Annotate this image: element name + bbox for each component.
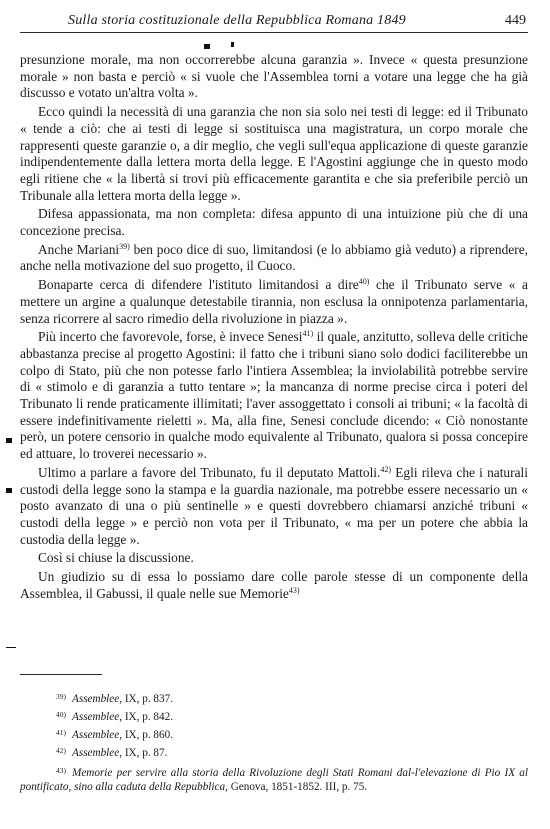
footnote-number: 42) — [56, 746, 66, 755]
running-title: Sulla storia costituzionale della Repubblica Romana 1849 — [68, 13, 406, 28]
footnote-ref: 40) — [358, 277, 370, 287]
footnote-number: 41) — [56, 728, 66, 737]
footnote-ref-text: IX, p. 87. — [124, 747, 168, 759]
footnote — [20, 764, 528, 794]
paragraph-text: Egli rileva che i naturali custodi della legge sono la stampa e la guardia nazionale, ma potrebbe essere necessario un « posto avanzato di una o più sentinelle » e questi dovrebbero chiamarsi anziché tribuni « custodi della legge » e perciò non vota per il Tribunato, « ma per un potere che abbia la custodia della legge ». — [20, 464, 528, 547]
paragraph — [20, 569, 528, 602]
footnote-ref: 42) — [380, 464, 392, 474]
paragraph — [20, 277, 528, 327]
footnote-work: Assemblee, — [72, 747, 123, 759]
paragraph: presunzione morale, ma non occorrerebbe alcuna garanzia ». Invece « questa presunzione morale » non basta e perciò « si vuole che l'Assemblea torni a votare una legge che ha già discusso e votato un'altra volta ». — [20, 52, 528, 101]
paragraph: Difesa appassionata, ma non completa: difesa appunto di una intuizione più che di una concezione precisa. — [20, 206, 528, 239]
margin-mark — [6, 488, 12, 493]
paragraph-text: Più incerto che favorevole, forse, è invece Senesi — [38, 329, 303, 345]
footnote — [20, 725, 528, 743]
paragraph — [20, 329, 528, 463]
paragraph-text: Anche Mariani — [38, 241, 120, 257]
footnote-work: Assemblee, — [72, 729, 123, 741]
paragraph — [20, 242, 528, 275]
footnote-ref-text: IX, p. 842. — [124, 711, 173, 723]
page-number: 449 — [505, 13, 526, 28]
paragraph-text: ben poco dice di suo, limitandosi (e lo abbiamo già veduto) a riprendere, anche nella motivazione del suo progetto, il Cuoco. — [20, 241, 528, 274]
footnote-work: Assemblee, — [72, 711, 123, 723]
footnote-ref: 41) — [302, 329, 314, 339]
body-text — [20, 52, 528, 603]
paragraph-text: Bonaparte cerca di difendere l'istituto limitandosi a dire — [38, 277, 359, 293]
footnote — [20, 689, 528, 707]
footnote-number: 39) — [56, 692, 66, 701]
footnote-work: Memorie per servire alla storia della Rivoluzione degli Stati Romani dal-l'elevazione di Pio IX al pontificato, sino alla caduta della Repubblica, — [20, 767, 528, 793]
paragraph: Ecco quindi la necessità di una garanzia che non sia solo nei testi di legge: ed il Tribunato « tende a ciò: che ai testi di legge si sostituisca una magistratura, un corpo morale che rappresenti queste garanzie o, a dir meglio, che vegli sull'equa applicazione di queste garanzie indipendentemente dalla lettera morta della legge. E l'Agostini aggiunge che in questo modo egli ritiene che « la libertà si trovi più efficacemente garantita e che sia preferibile perciò un Tribunale alla lettera morta della legge ». — [20, 104, 528, 203]
footnote-divider — [20, 674, 102, 675]
ink-mark — [231, 42, 234, 47]
footnote-ref-text: IX, p. 837. — [124, 693, 173, 705]
footnote-ref: 43) — [288, 585, 300, 595]
page-header — [20, 8, 528, 33]
footnotes — [20, 689, 528, 794]
paragraph — [20, 465, 528, 549]
footnote — [20, 707, 528, 725]
footnote-ref-text: IX, p. 860. — [124, 729, 173, 741]
footnote-number: 43) — [56, 766, 66, 775]
footnote-work: Assemblee, — [72, 693, 123, 705]
footnote-ref: 39) — [119, 241, 130, 251]
paragraph-text: Ultimo a parlare a favore del Tribunato, fu il deputato Mattoli. — [38, 464, 381, 480]
margin-mark — [6, 438, 12, 443]
footnote-ref-text: Genova, 1851-1852. III, p. 75. — [230, 781, 368, 793]
paragraph-text: Un giudizio su di essa lo possiamo dare colle parole stesse di un componente della Assemblea, il Gabussi, il quale nelle sue Memorie — [20, 569, 528, 601]
ink-mark — [204, 44, 210, 49]
paragraph: Così si chiuse la discussione. — [38, 550, 194, 566]
paragraph-text: che il Tribunato serve « a mettere un argine a qualunque detestabile tirannia, non esclusa la onnipotenza parlamentaria, senza ricorrere al sacro rimedio della rivoluzione in piazza ». — [20, 277, 528, 326]
margin-mark — [6, 647, 16, 648]
footnote-number: 40) — [56, 710, 66, 719]
paragraph-text: il quale, anzitutto, solleva delle critiche abbastanza precise al progetto Agostini: il fatto che i tribuni siano solo dodici faciliterebbe un colpo di Stato, più che non potesse farlo l'intiera Assemblea; la inviolabilità potrebbe servire di « stimolo e di garanzia a tutto tentare »; la mancanza di norme precise circa i poteri del Tribunato li rende praticamente illimitati; l'aver assoggettato i consoli ai tribuni; « la facoltà di essere indefinitivamente rieletti ». Ma, alla fine, Senesi conclude dicendo: « Ciò nonostante però, un potere censorio in qualche modo equivalente al Tribunato, qualora si possa concepire ed attuare, lo troverei necessario ». — [20, 329, 529, 462]
footnote — [20, 743, 528, 761]
